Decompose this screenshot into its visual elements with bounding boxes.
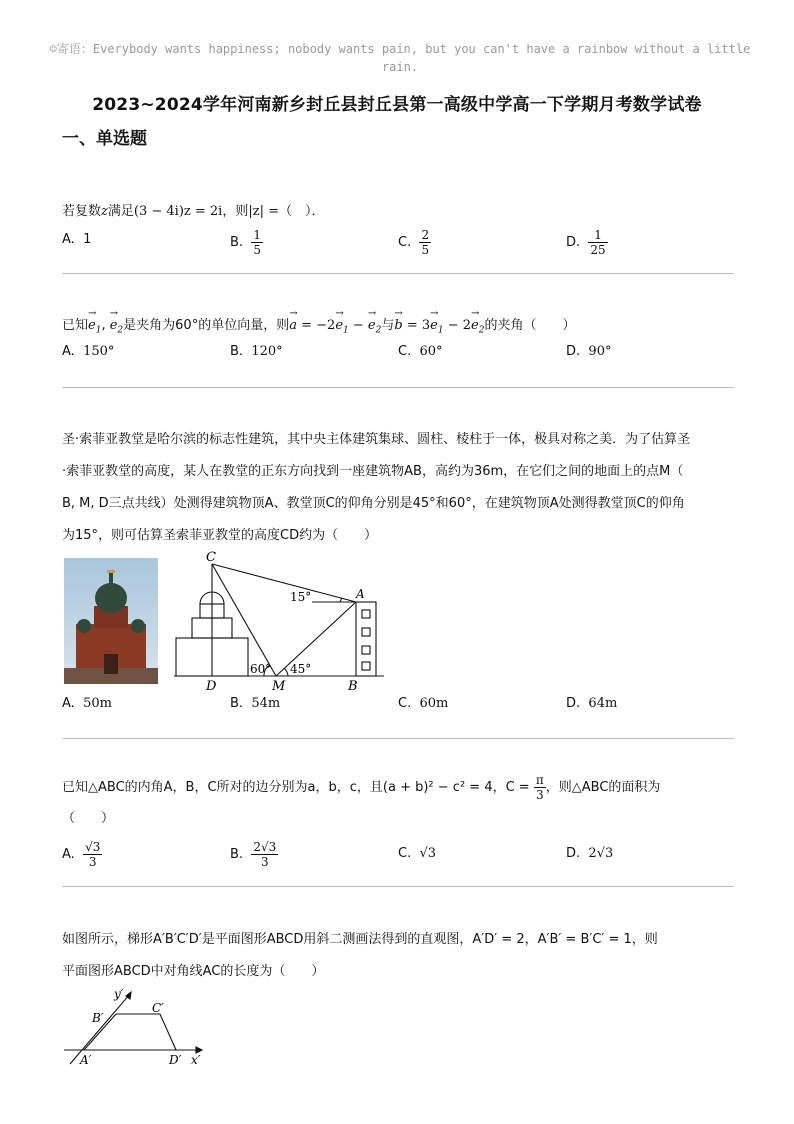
- q3-line-2: ·索菲亚教堂的高度，某人在教堂的正东方向找到一座建筑物AB，高约为36m，在它们之间的地面上的点M（: [62, 464, 684, 479]
- label-a: A: [356, 587, 365, 601]
- q3-diagram: [172, 548, 392, 694]
- page-title: 2023~2024学年河南新乡封丘县封丘县第一高级中学高一下学期月考数学试卷: [92, 95, 702, 115]
- divider: [62, 738, 734, 739]
- label-b-prime: B′: [92, 1011, 104, 1025]
- angle-45: 45°: [290, 662, 312, 676]
- q1-option-d[interactable]: D. $\frac{1}{25}$: [566, 228, 606, 257]
- label-m: M: [272, 679, 286, 694]
- q3-option-b[interactable]: B. 54m: [230, 696, 281, 711]
- question-2: 已知→ $e_1$, → $e_2$是夹角为60°的单位向量，则→ $a = -2\to e_1$ − → $e_2$与→ $b = 3\to e_1 - 2\to e_2$的夹角（ ）: [62, 310, 742, 347]
- q1-option-c[interactable]: C. $\frac{2}{5}$: [398, 228, 430, 257]
- q1-option-a[interactable]: A. 1: [62, 232, 92, 247]
- q2-options: [62, 344, 742, 374]
- section-heading: 一、单选题: [62, 129, 147, 149]
- label-d: D: [206, 679, 217, 694]
- q5-line-1: 如图所示，梯形A′B′C′D′是平面图形ABCD用斜二测画法得到的直观图，A′D′ = 2，A′B′ = B′C′ = 1，则: [62, 932, 658, 947]
- q4-option-a[interactable]: A. $\frac{√3}{3}$: [62, 840, 101, 869]
- q1-text-mid: 满足: [107, 204, 134, 219]
- q1-text-pre: 若复数: [62, 204, 102, 219]
- angle-15: 15°: [290, 590, 312, 604]
- q1-text-tail: （ ）．: [278, 204, 325, 219]
- divider: [62, 886, 734, 887]
- q3-line-3: B, M, D三点共线）处测得建筑物顶A、教堂顶C的仰角分别是45°和60°，在建筑物顶A处测得教堂顶C的仰角: [62, 496, 685, 511]
- angle-60: 60°: [250, 662, 272, 676]
- cathedral-photo: [64, 558, 158, 684]
- q4-option-b[interactable]: B. $\frac{2√3}{3}$: [230, 840, 277, 869]
- label-c-prime: C′: [152, 1001, 164, 1015]
- label-x-axis: x′: [191, 1053, 201, 1067]
- q3-line-4: 为15°，则可估算圣索菲亚教堂的高度CD约为（ ）: [62, 528, 378, 543]
- question-4: 已知△ABC的内角A，B，C所对的边分别为a，b，c，且(a + b)² − c² = 4，C = $\frac{\pi}{3}$ ，则△ABC的面积为 （ ）: [62, 773, 661, 826]
- label-d-prime: D′: [169, 1053, 182, 1067]
- q3-options: [62, 696, 742, 726]
- q1-abs: |z| =: [248, 204, 279, 219]
- q3-line-1: 圣·索菲亚教堂是哈尔滨的标志性建筑，其中央主体建筑集球、圆柱、棱柱于一体，极具对称之美．为了估算圣: [62, 432, 691, 447]
- motto-banner: ☺寄语：Everybody wants happiness; nobody wants pain, but you can't have a rainbow without a little rain.: [49, 42, 751, 74]
- question-5: [62, 924, 742, 988]
- label-b: B: [348, 679, 358, 694]
- label-y-axis: y′: [114, 987, 124, 1001]
- q4-options: [62, 840, 742, 870]
- q3-option-c[interactable]: C. 60m: [398, 696, 449, 711]
- question-1: [62, 196, 742, 228]
- q5-line-2: 平面图形ABCD中对角线AC的长度为（ ）: [62, 964, 325, 979]
- q5-diagram: [60, 984, 220, 1074]
- q2-option-d[interactable]: D. 90°: [566, 344, 612, 359]
- q1-option-b[interactable]: B. $\frac{1}{5}$: [230, 228, 261, 257]
- q3-option-d[interactable]: D. 64m: [566, 696, 618, 711]
- divider: [62, 273, 734, 274]
- q2-option-b[interactable]: B. 120°: [230, 344, 283, 359]
- q4-option-d[interactable]: D. 2√3: [566, 846, 614, 861]
- q4-option-c[interactable]: C. √3: [398, 846, 437, 861]
- q1-options: [62, 228, 742, 258]
- label-a-prime: A′: [80, 1053, 92, 1067]
- divider: [62, 387, 734, 388]
- q3-option-a[interactable]: A. 50m: [62, 696, 112, 711]
- q2-option-a[interactable]: A. 150°: [62, 344, 115, 359]
- q1-var: z: [101, 204, 108, 219]
- q2-option-c[interactable]: C. 60°: [398, 344, 443, 359]
- q1-equation: (3 − 4i)z = 2i: [133, 204, 223, 219]
- label-c: C: [206, 550, 216, 565]
- question-3: [62, 424, 742, 552]
- q1-text-then: ，则: [222, 204, 249, 219]
